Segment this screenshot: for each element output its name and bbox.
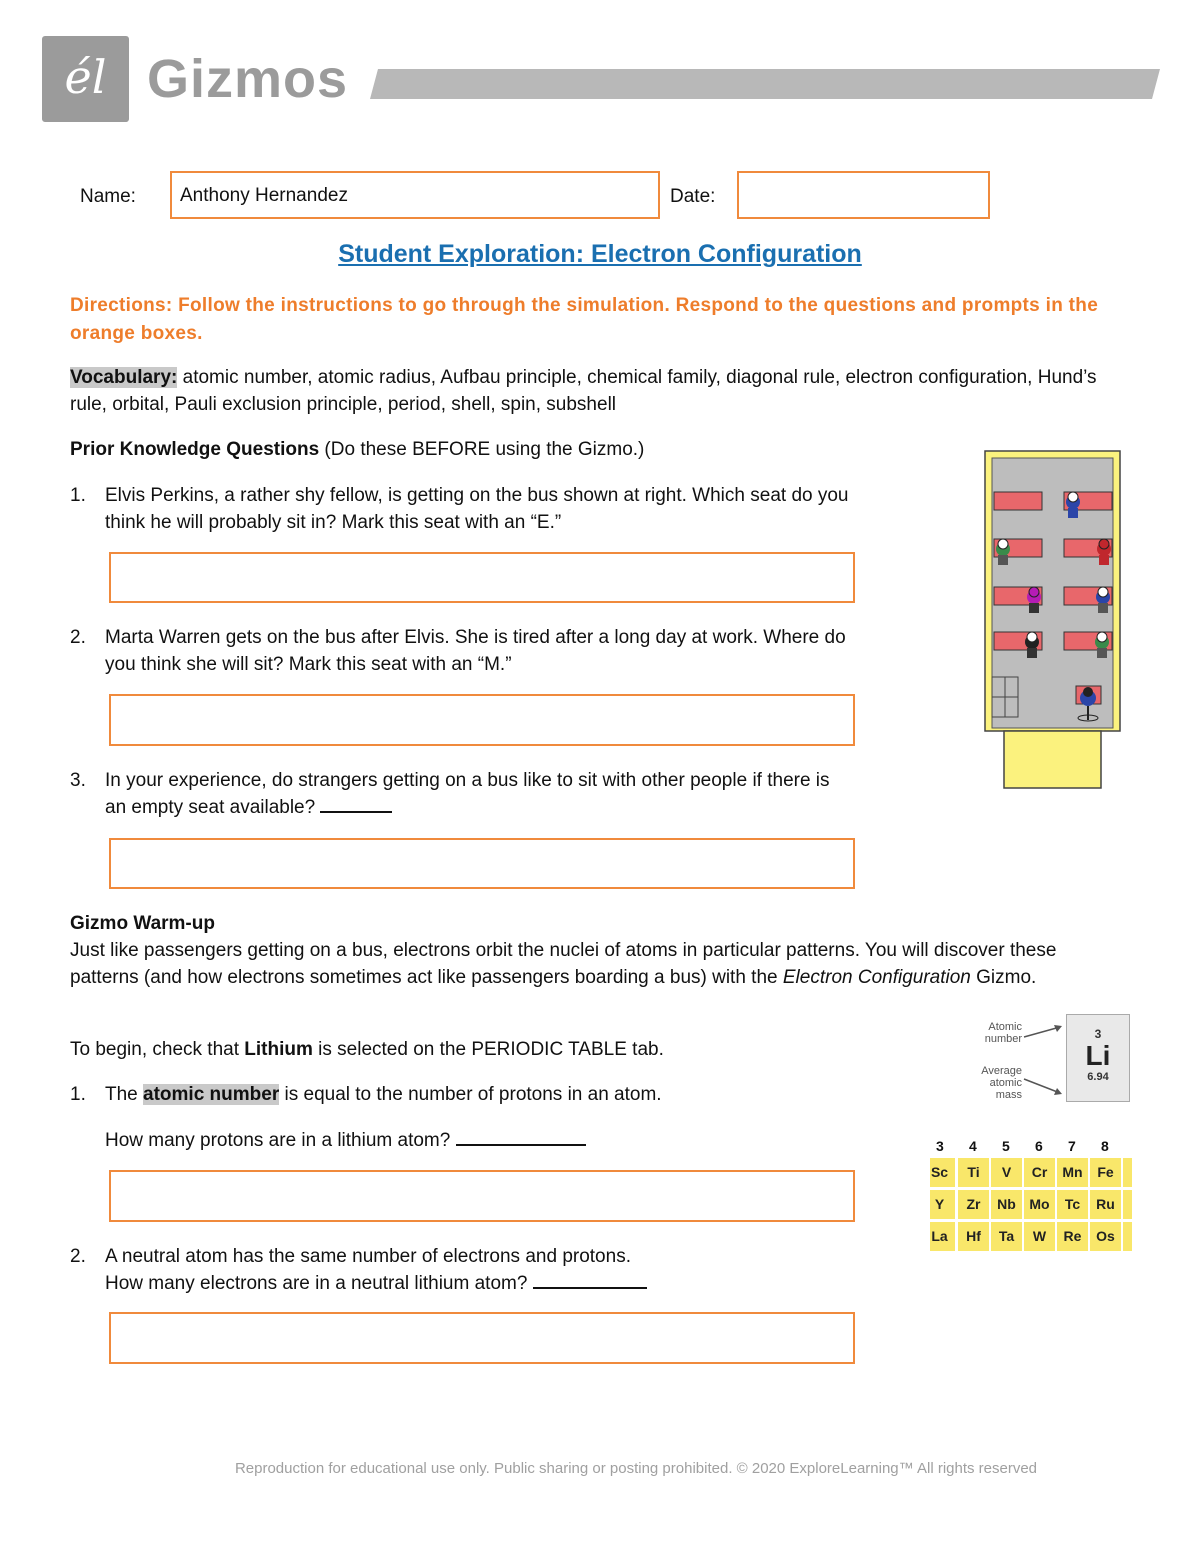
passenger	[1027, 587, 1041, 613]
answer-blank	[456, 1130, 586, 1146]
footer-copyright: Reproduction for educational use only. Public sharing or posting prohibited. © 2020 ExploreLearning™ All rights reserved	[234, 1460, 1038, 1477]
atomic-number-label	[972, 1021, 1022, 1045]
tile-mass: 6.94	[1087, 1071, 1109, 1083]
element-cell: Re	[1057, 1222, 1088, 1251]
element-cell: Mo	[1024, 1190, 1055, 1219]
name-field[interactable]	[170, 171, 660, 219]
passenger	[996, 539, 1010, 565]
question-subtext: How many electrons are in a neutral lithium atom?	[105, 1273, 528, 1294]
gizmo-name: Electron Configuration	[782, 967, 971, 988]
group-number: 5	[1002, 1138, 1010, 1154]
lithium-tile	[1066, 1014, 1130, 1102]
passenger	[1095, 632, 1109, 658]
vocabulary-label: Vocabulary:	[70, 367, 178, 388]
question-line-text: an empty seat available?	[105, 797, 316, 818]
answer-blank	[320, 797, 392, 813]
group-number: 4	[969, 1138, 977, 1154]
answer-box-warmup-1[interactable]	[109, 1170, 855, 1222]
element-cell: Nb	[991, 1190, 1022, 1219]
question-line: think he will probably sit in? Mark this seat with an “E.”	[105, 512, 562, 533]
question-line-with-blank	[105, 794, 392, 821]
element-cell: Hf	[958, 1222, 989, 1251]
periodic-table-snippet	[930, 1136, 1132, 1256]
answer-box-prior-3[interactable]	[109, 838, 855, 889]
date-label: Date:	[670, 186, 716, 207]
answer-box-prior-2[interactable]	[109, 694, 855, 746]
element-cell: Y	[930, 1190, 955, 1219]
label-line: mass	[995, 1089, 1022, 1101]
question-subline	[105, 1270, 647, 1297]
passenger	[1096, 587, 1110, 613]
element-cell-partial	[1123, 1158, 1132, 1187]
begin-instruction	[70, 1036, 920, 1063]
average-mass-label	[968, 1065, 1022, 1101]
question-text-end: is equal to the number of protons in an atom.	[279, 1084, 662, 1105]
passenger	[1097, 539, 1111, 565]
question-line: you think she will sit? Mark this seat with an “M.”	[105, 654, 512, 675]
label-line: Atomic	[988, 1021, 1022, 1033]
passenger	[1025, 632, 1039, 658]
question-number: 1.	[70, 485, 86, 506]
seat	[994, 492, 1042, 510]
element-cell: Fe	[1090, 1158, 1121, 1187]
element-cell: W	[1024, 1222, 1055, 1251]
question-number: 2.	[70, 627, 86, 648]
question-line: Marta Warren gets on the bus after Elvis. She is tired after a long day at work. Where do	[105, 627, 846, 648]
atomic-number-term: atomic number	[143, 1084, 280, 1105]
logo-glyph: él	[64, 50, 107, 104]
element-cell: Cr	[1024, 1158, 1055, 1187]
element-cell: Mn	[1057, 1158, 1088, 1187]
element-key-diagram	[960, 1013, 1135, 1108]
page-title: Student Exploration: Electron Configuration	[338, 240, 862, 268]
begin-text-end: is selected on the PERIODIC TABLE tab.	[312, 1039, 664, 1060]
element-name: Lithium	[244, 1039, 313, 1060]
label-line: number	[984, 1033, 1022, 1045]
question-line: A neutral atom has the same number of electrons and protons.	[105, 1246, 631, 1267]
group-number: 6	[1035, 1138, 1043, 1154]
element-cell: Zr	[958, 1190, 989, 1219]
vocabulary-text: atomic number, atomic radius, Aufbau principle, chemical family, diagonal rule, electron configuration, Hund’s rule, orbital, Pauli exclusion principle, period, shell, spin, subshell	[70, 367, 1097, 415]
name-value: Anthony Hernandez	[180, 185, 348, 206]
warmup-heading	[70, 910, 1130, 937]
tile-symbol: Li	[1085, 1040, 1111, 1071]
element-cell: V	[991, 1158, 1022, 1187]
passenger	[1066, 492, 1080, 518]
element-cell: Ti	[958, 1158, 989, 1187]
question-number: 1.	[70, 1084, 86, 1105]
date-field[interactable]	[737, 171, 990, 219]
begin-text: To begin, check that	[70, 1039, 245, 1060]
group-number: 3	[936, 1138, 944, 1154]
prior-heading-text: Prior Knowledge Questions	[70, 439, 320, 460]
warmup-text: Just like passengers getting on a bus, electrons orbit the nuclei of atoms in particular patterns. You will discover these patterns (and how electrons sometimes act like passengers boarding a bus) with the	[70, 940, 1057, 988]
element-cell: Ru	[1090, 1190, 1121, 1219]
answer-box-prior-1[interactable]	[109, 552, 855, 603]
tile-atomic-number: 3	[1094, 1027, 1102, 1041]
label-line: atomic	[989, 1077, 1022, 1089]
question-line: In your experience, do strangers getting on a bus like to sit with other people if there is	[105, 770, 830, 791]
key-arrows	[1022, 1017, 1066, 1103]
question-line: Elvis Perkins, a rather shy fellow, is getting on the bus shown at right. Which seat do you	[105, 485, 849, 506]
element-cell: Ta	[991, 1222, 1022, 1251]
header-bar	[370, 69, 1160, 99]
bus-illustration	[984, 450, 1122, 790]
group-number: 7	[1068, 1138, 1076, 1154]
element-cell-partial	[1123, 1190, 1132, 1219]
group-number: 8	[1101, 1138, 1109, 1154]
gizmos-logo	[42, 36, 129, 122]
element-cell: La	[930, 1222, 955, 1251]
question-text: The	[105, 1084, 144, 1105]
directions: Directions: Follow the instructions to go through the simulation. Respond to the questions and prompts in the orange boxes.	[70, 295, 1099, 344]
answer-box-warmup-2[interactable]	[109, 1312, 855, 1364]
element-cell-partial	[1123, 1222, 1132, 1251]
question-subline	[105, 1127, 586, 1154]
element-cell: Sc	[930, 1158, 955, 1187]
question-number: 3.	[70, 770, 86, 791]
warmup-text-end: Gizmo.	[970, 967, 1037, 988]
name-label: Name:	[80, 186, 136, 207]
brand-name: Gizmos	[147, 49, 349, 109]
label-line: Average	[981, 1065, 1022, 1077]
prior-heading-note: (Do these BEFORE using the Gizmo.)	[319, 439, 645, 460]
question-number: 2.	[70, 1246, 86, 1267]
bus-front	[1004, 731, 1101, 788]
element-cell: Tc	[1057, 1190, 1088, 1219]
vocabulary	[70, 364, 1130, 418]
answer-blank	[533, 1273, 647, 1289]
warmup-paragraph	[70, 937, 1130, 991]
question-subtext: How many protons are in a lithium atom?	[105, 1130, 451, 1151]
question-line	[105, 1081, 662, 1108]
warmup-heading-text: Gizmo Warm-up	[70, 913, 215, 934]
element-cell: Os	[1090, 1222, 1121, 1251]
prior-knowledge-heading	[70, 436, 1130, 463]
